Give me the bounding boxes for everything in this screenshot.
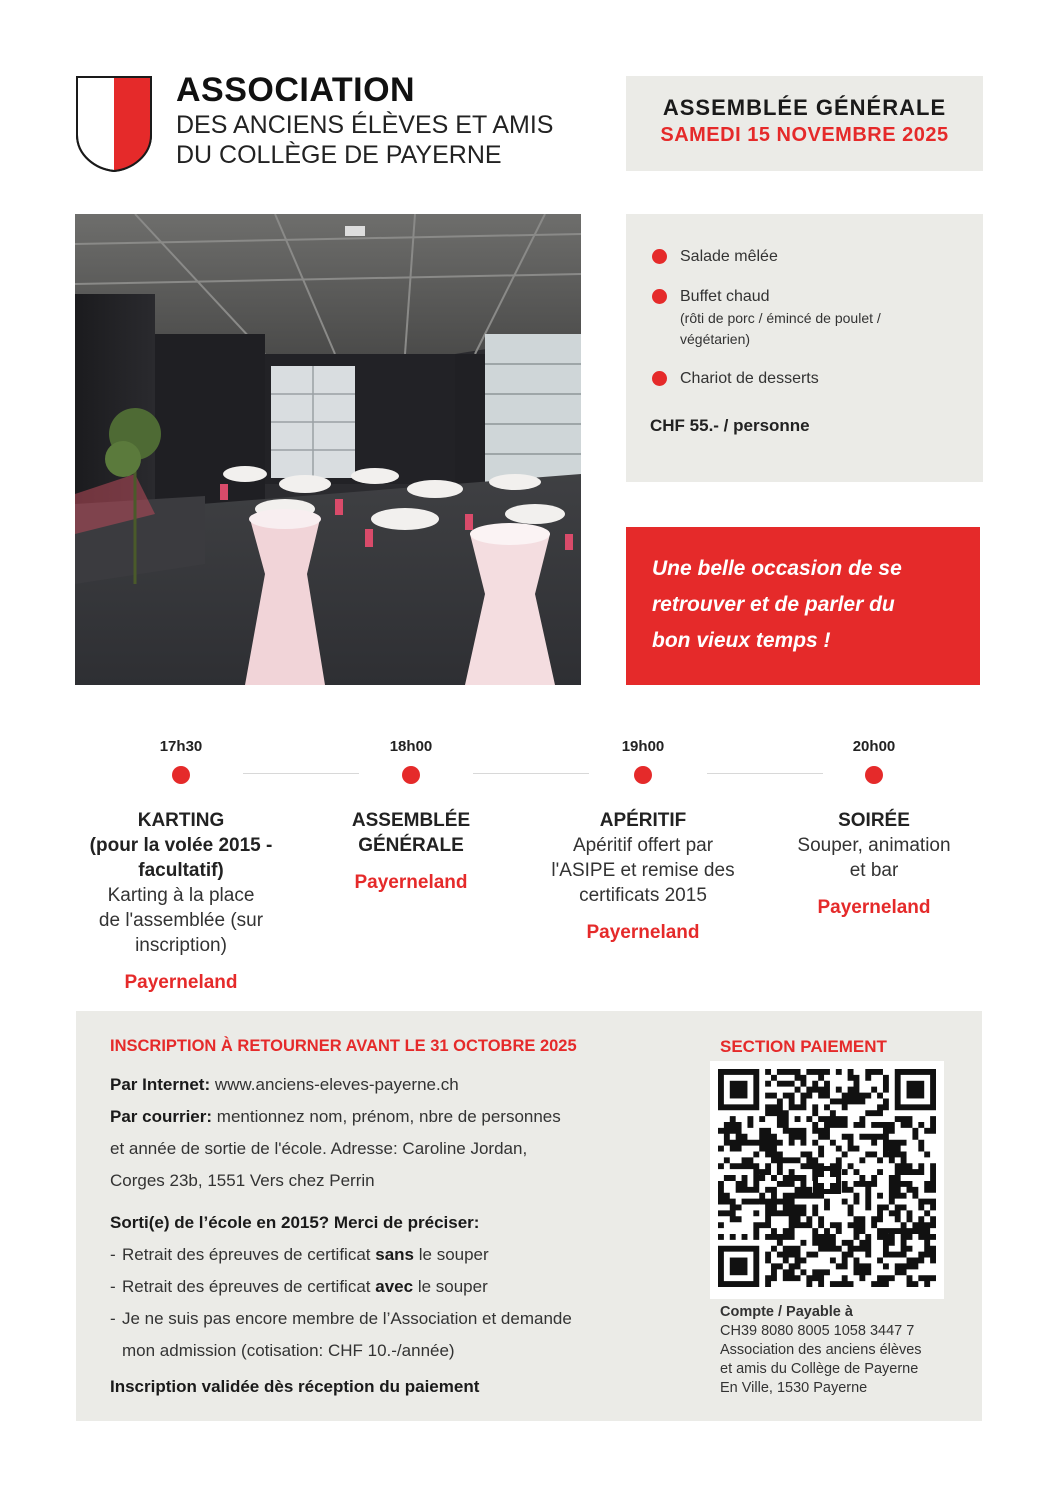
menu-item-name: Chariot de desserts (680, 370, 819, 387)
registration-section (76, 1011, 982, 1421)
timeline-step-soiree (769, 738, 979, 920)
option-text: Je ne suis pas encore membre de l’Association et demande (122, 1309, 572, 1328)
menu-item (650, 286, 983, 350)
courrier-line (110, 1101, 670, 1133)
org-subtitle-line: DES ANCIENS ÉLÈVES ET AMIS (176, 111, 554, 139)
event-title: ASSEMBLÉE GÉNÉRALE (662, 95, 947, 120)
timeline-place: Payerneland (586, 922, 700, 943)
timeline-title-line: (pour la volée 2015 - (89, 835, 273, 856)
timeline-time: 20h00 (852, 738, 896, 755)
option-text: mon admission (cotisation: CHF 10.-/année) (122, 1341, 455, 1360)
timeline-step-karting (76, 738, 286, 995)
event-date: SAMEDI 15 NOVEMBRE 2025 (660, 124, 949, 146)
timeline-desc-line: Souper, animation (797, 835, 951, 856)
timeline-title (769, 808, 979, 833)
inscription-body (110, 1069, 670, 1403)
account-label: Compte / Payable à (720, 1304, 853, 1320)
timeline-title-line: facultatif) (138, 860, 224, 881)
courrier-label: Par courrier: (110, 1107, 213, 1126)
timeline-description (76, 883, 286, 958)
payment-title: SECTION PAIEMENT (720, 1037, 887, 1056)
timeline-desc-line: certificats 2015 (579, 885, 707, 906)
menu-item (650, 246, 983, 268)
inscription-final-note: Inscription validée dès réception du paiement (110, 1377, 480, 1396)
timeline-desc-line: et bar (849, 860, 899, 881)
timeline-title-line: ASSEMBLÉE (351, 810, 471, 831)
website-link[interactable]: www.anciens-eleves-payerne.ch (214, 1075, 459, 1094)
timeline-title-line: APÉRITIF (599, 810, 687, 831)
option-text: le souper (418, 1245, 489, 1264)
option-emphasis: sans (375, 1245, 414, 1264)
timeline-title-line: KARTING (137, 810, 225, 831)
payee-line: En Ville, 1530 Payerne (720, 1380, 868, 1396)
timeline-title (76, 808, 286, 883)
courrier-text: et année de sortie de l'école. Adresse: Caroline Jordan, (110, 1139, 528, 1158)
bullet-dot-icon (652, 289, 667, 304)
menu-item-name: Salade mêlée (680, 248, 778, 265)
timeline-desc-line: l'ASIPE et remise des (551, 860, 735, 881)
payment-info (720, 1303, 922, 1398)
tagline-text (652, 551, 960, 659)
timeline-title-line: GÉNÉRALE (358, 835, 464, 856)
option-without-dinner (110, 1239, 670, 1271)
menu-box (626, 214, 983, 482)
organization-title (176, 70, 596, 170)
inscription-title: INSCRIPTION À RETOURNER AVANT LE 31 OCTOBRE 2025 (110, 1037, 577, 1055)
timeline-description (769, 833, 979, 883)
tagline-line: retrouver et de parler du (652, 593, 895, 616)
option-emphasis: avec (375, 1277, 414, 1296)
option-text: Retrait des épreuves de certificat (122, 1245, 371, 1264)
internet-label: Par Internet: (110, 1075, 211, 1094)
timeline-place: Payerneland (354, 872, 468, 893)
option-text: le souper (417, 1277, 488, 1296)
timeline-desc-line: de l'assemblée (sur (98, 910, 264, 931)
payee-line: Association des anciens élèves (720, 1342, 922, 1358)
tagline-line: bon vieux temps ! (652, 629, 831, 652)
timeline-place: Payerneland (124, 972, 238, 993)
org-subtitle (176, 110, 596, 170)
event-header-box (626, 76, 983, 171)
timeline-time: 18h00 (389, 738, 433, 755)
venue-photo (75, 214, 581, 685)
bullet-dot-icon (652, 249, 667, 264)
courrier-text: mentionnez nom, prénom, nbre de personnes (216, 1107, 561, 1126)
timeline-title (538, 808, 748, 833)
option-membership (110, 1303, 670, 1335)
iban: CH39 8080 8005 1058 3447 7 (720, 1323, 915, 1339)
timeline-step-aperitif (538, 738, 748, 945)
menu-item (650, 368, 983, 390)
courrier-text: Corges 23b, 1551 Vers chez Perrin (110, 1171, 375, 1190)
timeline-dot-icon (634, 766, 652, 784)
org-name: ASSOCIATION (176, 71, 416, 109)
question-2015: Sorti(e) de l’école en 2015? Merci de préciser: (110, 1213, 480, 1232)
timeline-desc-line: Apéritif offert par (572, 835, 714, 856)
timeline-time: 17h30 (159, 738, 203, 755)
payee-line: et amis du Collège de Payerne (720, 1361, 919, 1377)
timeline-desc-line: Karting à la place (107, 885, 255, 906)
timeline-desc-line: inscription) (135, 935, 227, 956)
menu-price: CHF 55.- / personne (650, 416, 810, 435)
timeline-place: Payerneland (817, 897, 931, 918)
menu-item-name: Buffet chaud (680, 288, 770, 305)
timeline-dot-icon (865, 766, 883, 784)
tagline-line: Une belle occasion de se (652, 557, 902, 580)
timeline-title (306, 808, 516, 858)
org-subtitle-line: DU COLLÈGE DE PAYERNE (176, 141, 502, 169)
timeline-title-line: SOIRÉE (838, 810, 910, 831)
internet-line (110, 1069, 670, 1101)
option-text: Retrait des épreuves de certificat (122, 1277, 371, 1296)
timeline-dot-icon (402, 766, 420, 784)
timeline-description (538, 833, 748, 908)
timeline-time: 19h00 (621, 738, 665, 755)
bullet-dot-icon (652, 371, 667, 386)
coat-of-arms-logo (75, 75, 153, 173)
menu-item-detail: (rôti de porc / émincé de poulet / (680, 310, 881, 326)
option-with-dinner (110, 1271, 670, 1303)
tagline-box (626, 527, 980, 685)
menu-item-detail: végétarien) (680, 331, 751, 347)
payment-qr-code[interactable] (710, 1061, 944, 1299)
timeline-step-assemblee (306, 738, 516, 895)
timeline-dot-icon (172, 766, 190, 784)
